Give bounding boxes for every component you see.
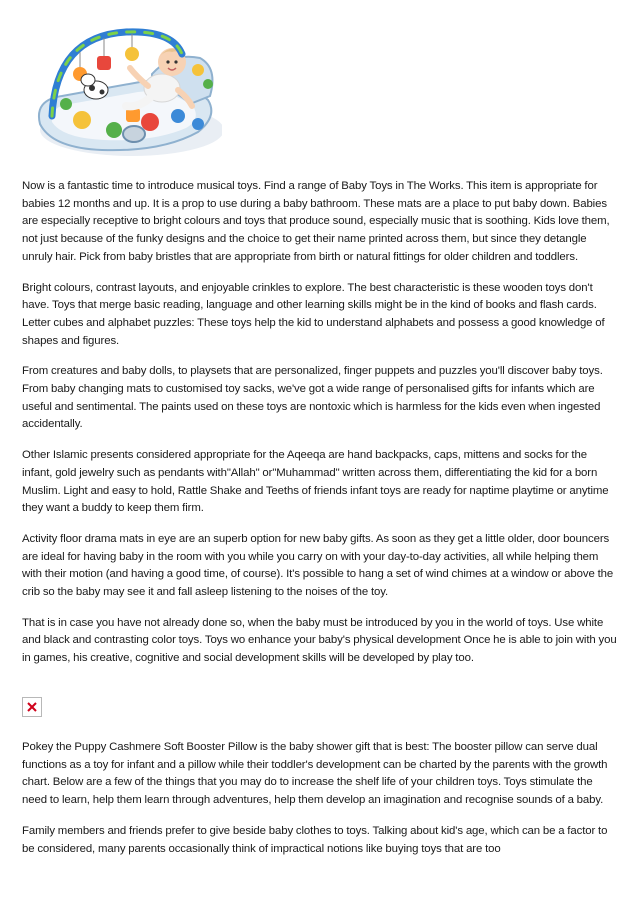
paragraph: Bright colours, contrast layouts, and enjoyable crinkles to explore. The best characteristic is these wooden toys don't have. Toys that merge basic reading, language and other learning skills might be in the kind of books and flash cards. Letter cubes and alphabet puzzles: These toys help the kid to understand alphabets and possess a good knowledge of shapes and figures. (22, 281, 605, 347)
paragraph: That is in case you have not already done so, when the baby must be introduced by you in the world of toys. Use white and black and contrasting color toys. Toys wo enhance your baby's physical development Once he is able to join with you in games, his creative, cognitive and social development skills will be developed by play too. (22, 616, 617, 665)
paragraph: Now is a fantastic time to introduce musical toys. Find a range of Baby Toys in The Works. This item is appropriate for babies 12 months and up. It is a prop to use during a baby bathroom. These mats are a place to put baby down. Babies are especially receptive to bright colours and toys that produce sound, especially music that is soothing. Kids love them, not just because of the funky designs and the choice to get their name printed across them, but since they detangle unruly hair. Pick from baby bristles that are appropriate from birth or natural fittings for older children and toddlers. (22, 180, 610, 263)
article-body (22, 178, 618, 681)
article-body-continued (22, 739, 618, 858)
baby-play-gym-photo (22, 12, 222, 162)
paragraph: From creatures and baby dolls, to playsets that are personalized, finger puppets and puzzles you'll discover baby toys. From baby changing mats to customised toy sacks, we've got a wide range of personalised gifts for infants which are useful and sentimental. The paints used on these toys are nontoxic which is harmless for the kids even when ingested accidentally. (22, 365, 603, 431)
paragraph: Other Islamic presents considered appropriate for the Aqeeqa are hand backpacks, caps, mittens and socks for the infant, gold jewelry such as pendants with"Allah" or"Muhammad" written across them, differentiating the kid for a born Muslim. Light and easy to hold, Rattle Shake and Teeths of friends infant toys are ready for naptime playtime or anytime they want a buddy to keep them firm. (22, 449, 609, 515)
broken-image-icon (22, 697, 42, 717)
paragraph: Activity floor drama mats in eye are an superb option for new baby gifts. As soon as they get a little older, door bouncers are ideal for having baby in the room with you while you carry on with your day-to-day activities, all while helping them with their motion (and having a good time, of course). It's possible to hang a set of wind chimes at a window or above the crib so the baby may see it and fall asleep listening to the noises of the toy. (22, 532, 614, 599)
paragraph: Family members and friends prefer to give beside baby clothes to toys. Talking about kid's age, which can be a factor to be considered, many parents occasionally think of impractical notions like buying toys that are too (22, 824, 608, 855)
paragraph: Pokey the Puppy Cashmere Soft Booster Pillow is the baby shower gift that is best: The booster pillow can serve dual functions as a toy for infant and a pillow while their toddler's development can be charted by the parents with the growth chart. Below are a few of the things that you may do to increase the shelf life of your children toys. Toys stimulate the need to learn, help them learn through adventures, help them develop an imagination and recognise sounds of a baby. (22, 741, 608, 807)
